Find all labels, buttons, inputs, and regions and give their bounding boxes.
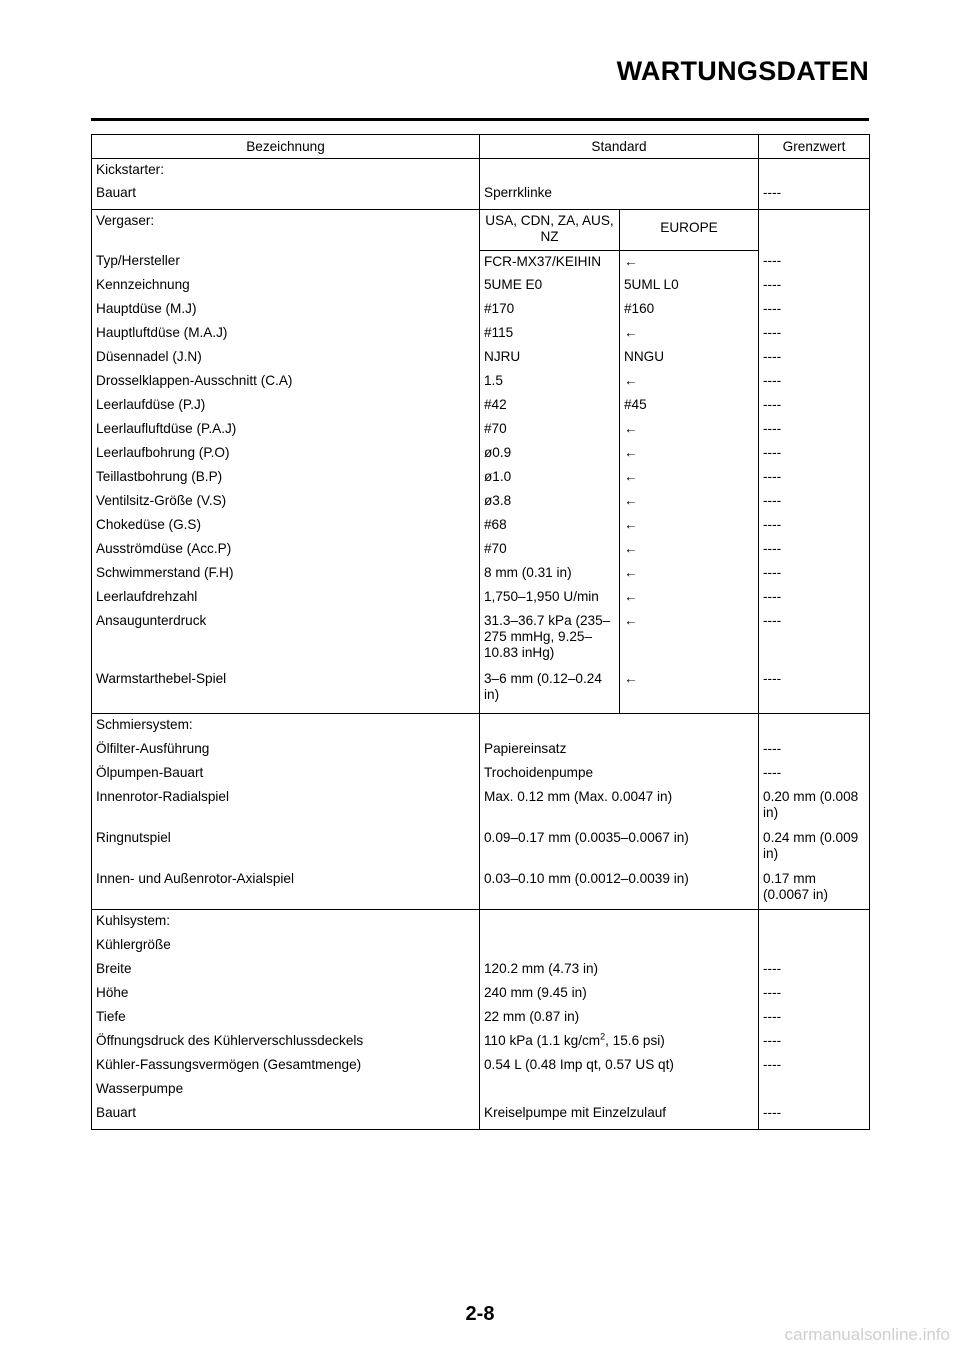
- section-row: [92, 910, 870, 935]
- table-row: Hauptluftdüse (M.A.J) #115 ← ----: [92, 325, 870, 349]
- table-row: Hauptdüse (M.J) #170 #160 ----: [92, 301, 870, 325]
- spec-table: [91, 134, 870, 1130]
- section-row: [92, 159, 870, 184]
- section-title: Schmiersystem:: [92, 714, 480, 739]
- table-row: Leerlaufdüse (P.J) #42 #45 ----: [92, 397, 870, 421]
- title-rule: [91, 118, 869, 121]
- table-row: Ausströmdüse (Acc.P) #70 ← ----: [92, 541, 870, 565]
- watermark: carmanualsonline.info: [784, 1325, 950, 1344]
- table-row: Ölpumpen-Bauart Trochoidenpumpe ----: [92, 765, 870, 789]
- table-row: Drosselklappen-Ausschnitt (C.A) 1.5 ← ----: [92, 373, 870, 397]
- table-row: Typ/Hersteller FCR-MX37/KEIHIN ← ----: [92, 250, 870, 277]
- header-name: Bezeichnung: [92, 135, 480, 159]
- table-row: Chokedüse (G.S) #68 ← ----: [92, 517, 870, 541]
- table-row: Höhe 240 mm (9.45 in) ----: [92, 985, 870, 1009]
- section-row: [92, 210, 870, 251]
- table-row: Breite 120.2 mm (4.73 in) ----: [92, 961, 870, 985]
- table-row: Kühler-Fassungsvermögen (Gesamtmenge) 0.54 L (0.48 Imp qt, 0.57 US qt) ----: [92, 1057, 870, 1081]
- table-row: Ventilsitz-Größe (V.S) ø3.8 ← ----: [92, 493, 870, 517]
- table-row: Öffnungsdruck des Kühlerverschlussdeckels 110 kPa (1.1 $kg/cm^2$, 15.6 psi) ----: [92, 1033, 870, 1057]
- section-title: Vergaser:: [92, 210, 480, 251]
- header-limit: Grenzwert: [759, 135, 870, 159]
- table-header-row: [92, 135, 870, 159]
- page-number: 2-8: [465, 1303, 495, 1325]
- table-row: Ansaugunterdruck 31.3–36.7 kPa (235–275 mmHg, 9.25–10.83 inHg) ← ----: [92, 613, 870, 671]
- col-usa: USA, CDN, ZA, AUS, NZ: [480, 210, 620, 251]
- page-title: WARTUNGSDATEN: [616, 56, 869, 86]
- table-row: Ringnutspiel 0.09–0.17 mm (0.0035–0.0067 in) 0.24 mm (0.009 in): [92, 830, 870, 871]
- section-row: [92, 714, 870, 739]
- header-standard: Standard: [480, 135, 759, 159]
- table-row: Leerlaufluftdüse (P.A.J) #70 ← ----: [92, 421, 870, 445]
- table-row: Kennzeichnung 5UME E0 5UML L0 ----: [92, 277, 870, 301]
- table-row: Leerlaufbohrung (P.O) ø0.9 ← ----: [92, 445, 870, 469]
- table-row: Kühlergröße: [92, 934, 870, 961]
- table-row: Düsennadel (J.N) NJRU NNGU ----: [92, 349, 870, 373]
- table-row: Ölfilter-Ausführung Papiereinsatz ----: [92, 738, 870, 765]
- section-title: Kickstarter:: [92, 159, 480, 184]
- table-row: Bauart Kreiselpumpe mit Einzelzulauf ----: [92, 1105, 870, 1130]
- table-row: Schwimmerstand (F.H) 8 mm (0.31 in) ← ----: [92, 565, 870, 589]
- table-row: Innen- und Außenrotor-Axialspiel 0.03–0.10 mm (0.0012–0.0039 in) 0.17 mm (0.0067 in): [92, 871, 870, 910]
- col-europe: EUROPE: [620, 210, 759, 251]
- table-row: Wasserpumpe: [92, 1081, 870, 1105]
- table-row: Innenrotor-Radialspiel Max. 0.12 mm (Max. 0.0047 in) 0.20 mm (0.008 in): [92, 789, 870, 830]
- table-row: Warmstarthebel-Spiel 3–6 mm (0.12–0.24 in) ← ----: [92, 671, 870, 714]
- table-row: Tiefe 22 mm (0.87 in) ----: [92, 1009, 870, 1033]
- table-row: Teillastbohrung (B.P) ø1.0 ← ----: [92, 469, 870, 493]
- table-row: Leerlaufdrehzahl 1,750–1,950 U/min ← ----: [92, 589, 870, 613]
- section-title: Kuhlsystem:: [92, 910, 480, 935]
- table-row: Bauart Sperrklinke ----: [92, 183, 870, 210]
